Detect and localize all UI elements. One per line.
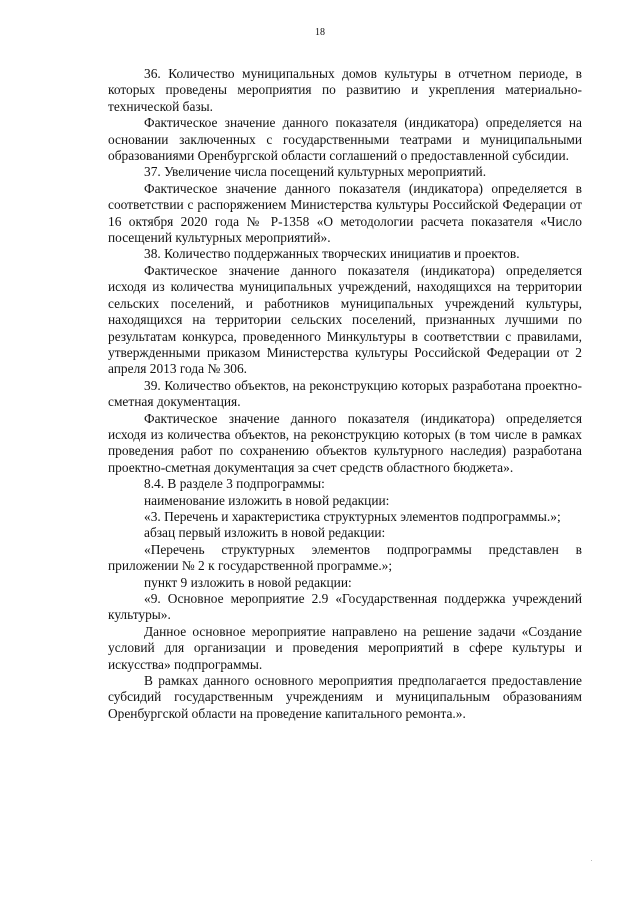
- paragraph-list-structure: «Перечень структурных элементов подпрограммы представлен в приложении № 2 к государственной программе.»;: [108, 541, 582, 574]
- paragraph-37-title: 37. Увеличение числа посещений культурных мероприятий.: [144, 164, 487, 180]
- paragraph-39-description: Фактическое значение данного показателя (индикатора) определяется исходя из количества объектов, на реконструкцию которых (в том числе в рамках проведения работ по сохранению объектов культурного наследия) разработана проектно-сметная документация за счет средств областного бюджета».: [108, 410, 582, 475]
- paragraph-section-3-title: «3. Перечень и характеристика структурных элементов подпрограммы.»;: [144, 508, 561, 524]
- paragraph-main-event-goal: Данное основное мероприятие направлено на решение задачи «Создание условий для организации и проведения мероприятий в сфере культуры и искусства» подпрограммы.: [108, 623, 582, 672]
- page-number: 18: [315, 27, 325, 38]
- document-body: [108, 66, 582, 722]
- paragraph-38-title: 38. Количество поддержанных творческих инициатив и проектов.: [144, 246, 520, 262]
- paragraph-main-event-2-9: «9. Основное мероприятие 2.9 «Государственная поддержка учреждений культуры».: [108, 591, 582, 623]
- paragraph-37-description: Фактическое значение данного показателя (индикатора) определяется в соответствии с распоряжением Министерства культуры Российской Федерации от 16 октября 2020 года № Р-1358 «О методологии расчета показателя «Число посещений культурных мероприятий».: [108, 180, 582, 246]
- scan-artifact: [591, 860, 592, 861]
- paragraph-36-title: 36. Количество муниципальных домов культуры в отчетном периоде, в которых проведены мероприятия по развитию и укрепления материально-технической базы.: [108, 66, 582, 114]
- paragraph-point-9-edit: пункт 9 изложить в новой редакции:: [144, 574, 352, 590]
- paragraph-39-title: 39. Количество объектов, на реконструкцию которых разработана проектно-сметная документация.: [108, 377, 582, 410]
- paragraph-38-description: Фактическое значение данного показателя (индикатора) определяется исходя из количества муниципальных учреждений, находящихся на территории сельских поселений, и работников муниципальных учреждений культуры, находящихся на территории сельских поселений, признанных лучшими по результатам конкурса, проведенного Минкультуры в соответствии с правилами, утвержденными приказом Министерства культуры Российской Федерации от 2 апреля 2013 года № 306.: [108, 262, 582, 377]
- paragraph-main-event-subsidies: В рамках данного основного мероприятия предполагается предоставление субсидий государственным учреждениям и муниципальным образованиям Оренбургской области на проведение капитального ремонта.».: [108, 673, 582, 721]
- paragraph-36-description: Фактическое значение данного показателя (индикатора) определяется на основании заключенных с государственными театрами и муниципальными образованиями Оренбургской области соглашений о предоставленной субсидии.: [108, 115, 582, 164]
- paragraph-name-edit: наименование изложить в новой редакции:: [144, 492, 390, 508]
- paragraph-first-paragraph-edit: абзац первый изложить в новой редакции:: [144, 525, 386, 541]
- paragraph-section-8-4: 8.4. В разделе 3 подпрограммы:: [144, 476, 325, 492]
